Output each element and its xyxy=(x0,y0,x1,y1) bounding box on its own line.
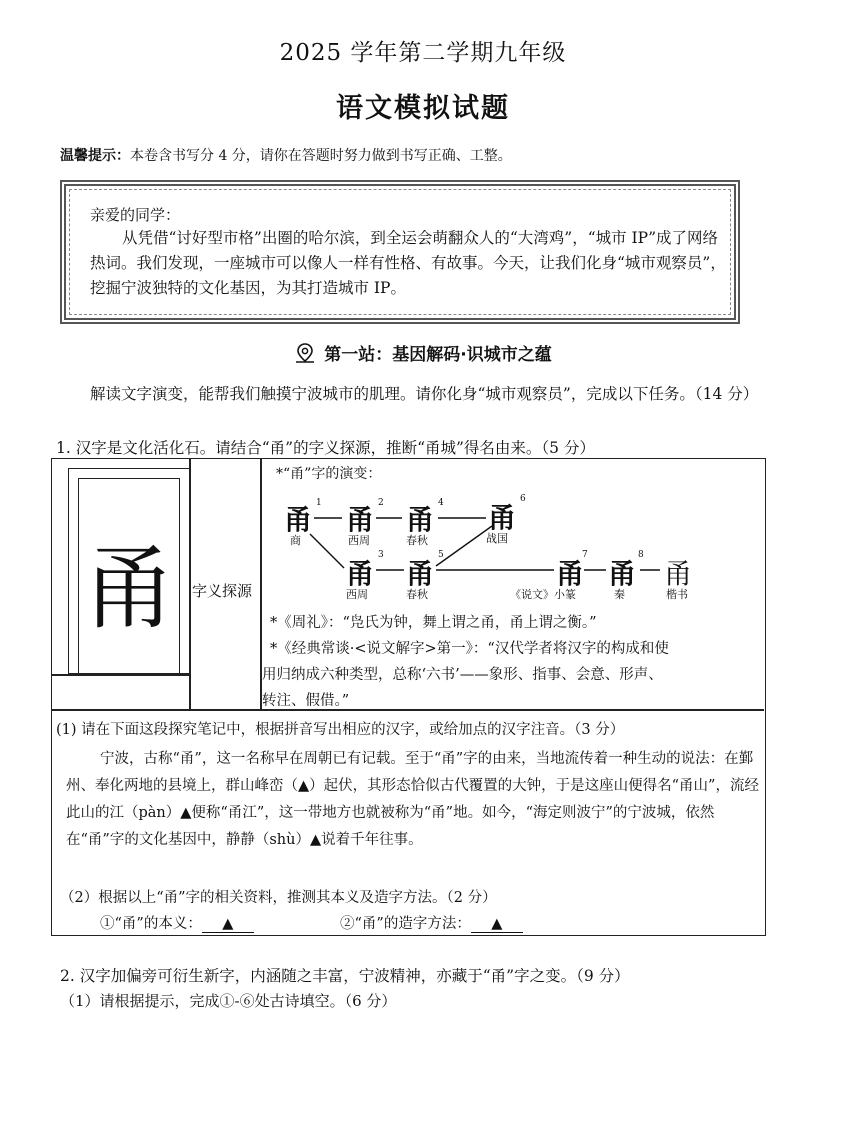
subquestion2-stem: （2）根据以上“甬”字的相关资料，推测其本义及造字方法。（2 分） xyxy=(60,890,497,906)
evo-era: 楷书 xyxy=(666,588,688,601)
quote-jingdian-3: 转注、假借。” xyxy=(262,693,350,709)
station-title: 第一站：基因解码·识城市之蕴 xyxy=(324,345,552,365)
evo-glyph: 甬 xyxy=(488,501,517,534)
warm-tip-label: 温馨提示： xyxy=(60,148,130,164)
map-pin-icon xyxy=(294,342,316,364)
evo-era: 春秋 xyxy=(406,534,428,547)
intro-paragraph: 从凭借“讨好型市格”出圈的哈尔滨，到全运会萌翻众人的“大湾鸡”，“城市 IP”成了网络热词。我们发现，一座城市可以像人一样有性格、有故事。今天，让我们化身“城市观察员”，挖掘宁波独特的文化基因，为其打造城市 IP。 xyxy=(90,229,726,297)
warm-tip-text: 本卷含书写分 4 分，请你在答题时努力做到书写正确、工整。 xyxy=(130,148,512,164)
evolution-diagram xyxy=(280,488,720,608)
evo-num: 2 xyxy=(378,498,384,508)
subquestion2-b xyxy=(340,912,523,933)
evo-era: 西周 xyxy=(348,534,370,547)
evo-num: 5 xyxy=(438,550,444,560)
evo-glyph: 甬 xyxy=(556,557,585,590)
evo-glyph: 甬 xyxy=(284,503,313,536)
quote-jingdian-1: *《经典常谈·<说文解字>第一》：“汉代学者将汉字的构成和使 xyxy=(270,641,669,657)
evo-era: 战国 xyxy=(486,532,508,545)
evo-era: 秦 xyxy=(614,588,625,601)
question1-stem: 1. 汉字是文化活化石。请结合“甬”的字义探源，推断“甬城”得名由来。（5 分） xyxy=(56,439,595,457)
answer-blank-method[interactable]: ▲ xyxy=(471,916,523,933)
evo-era: 春秋 xyxy=(406,588,428,601)
evo-glyph: 甬 xyxy=(346,503,375,536)
big-character: 甬 xyxy=(82,535,175,642)
evo-era: 西周 xyxy=(346,588,368,601)
exam-title-line1: 2025 学年第二学期九年级 xyxy=(279,40,567,66)
subquestion1-stem: (1) 请在下面这段探究笔记中，根据拼音写出相应的汉字，或给加点的汉字注音。（3 分） xyxy=(56,722,625,738)
evolution-title: *“甬”字的演变： xyxy=(276,466,382,482)
quote-zhouli: *《周礼》：“凫氏为钟，舞上谓之甬，甬上谓之衡。” xyxy=(270,615,597,631)
evo-num: 3 xyxy=(378,550,384,560)
evo-era: 《说文》小篆 xyxy=(510,588,576,601)
evo-glyph: 甬 xyxy=(406,503,435,536)
answer-blank-meaning[interactable]: ▲ xyxy=(202,916,254,933)
intro-greeting: 亲爱的同学： xyxy=(90,206,181,224)
warm-tip xyxy=(60,145,512,165)
evo-num: 8 xyxy=(638,550,644,560)
exam-title-line2: 语文模拟试题 xyxy=(336,93,510,124)
station-heading xyxy=(0,340,846,365)
subquestion2-a xyxy=(100,912,254,933)
evo-glyph: 甬 xyxy=(608,557,637,590)
evo-glyph: 甬 xyxy=(664,557,693,590)
quote-jingdian-2: 用归纳成六种类型，总称‘六书’——象形、指事、会意、形声、 xyxy=(262,667,663,683)
origin-label: 字义探源 xyxy=(192,582,253,600)
method-label: ②“甬”的造字方法： xyxy=(340,916,471,932)
question2-sub1: （1）请根据提示，完成①-⑥处古诗填空。（6 分） xyxy=(60,992,397,1010)
question2-stem: 2. 汉字加偏旁可衍生新字，内涵随之丰富，宁波精神，亦藏于“甬”字之变。（9 分） xyxy=(60,967,630,985)
evo-glyph: 甬 xyxy=(406,557,435,590)
evo-num: 7 xyxy=(582,550,588,560)
meaning-label: ①“甬”的本义： xyxy=(100,916,202,932)
subquestion1-paragraph: 宁波，古称“甬”，这一名称早在周朝已有记载。至于“甬”字的由来，当地流传着一种生动的说法：在鄞州、奉化两地的县境上，群山峰峦（▲）起伏，其形态恰似古代覆置的大钟，于是这座山便得名“甬山”，流经此山的江（pàn）▲便称“甬江”，这一带地方也就被称为“甬”地。如今，“海定则波宁”的宁波城，依然在“甬”字的文化基因中，静静（shù）▲说着千年往事。 xyxy=(66,751,759,848)
evo-num: 6 xyxy=(520,494,526,504)
section-intro: 解读文字演变，能帮我们触摸宁波城市的肌理。请你化身“城市观察员”，完成以下任务。（14 分） xyxy=(90,385,759,403)
evo-glyph: 甬 xyxy=(346,557,375,590)
evo-num: 4 xyxy=(438,498,444,508)
evo-num: 1 xyxy=(316,498,322,508)
evo-era: 商 xyxy=(290,534,301,547)
